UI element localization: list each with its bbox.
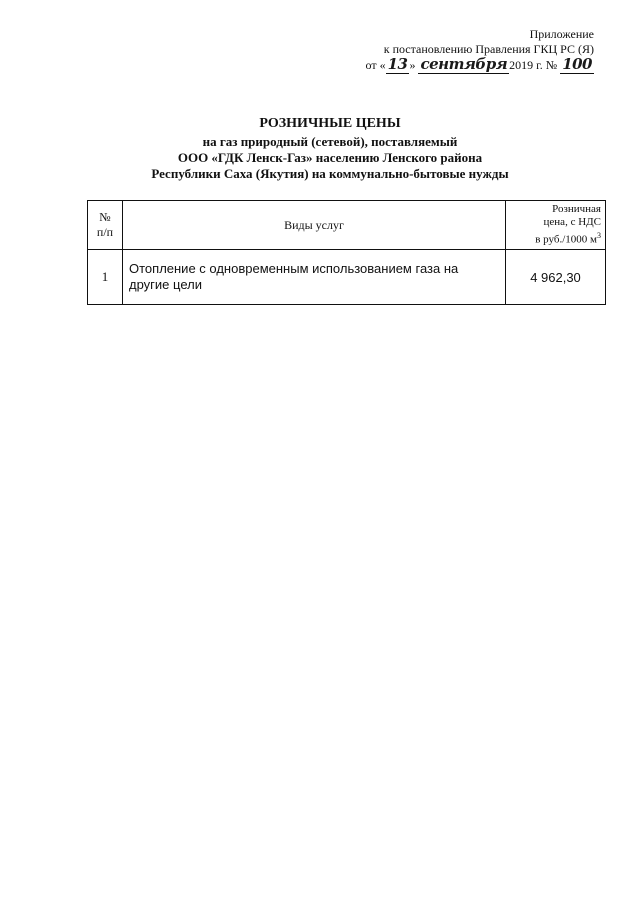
header-price-line1: Розничная [552,203,601,216]
appendix-label: Приложение [529,27,594,41]
date-prefix: от « [365,58,386,72]
table-row [88,250,606,305]
title-main: РОЗНИЧНЫЕ ЦЕНЫ [259,116,401,131]
header-number [88,201,123,250]
handwritten-month: сентября [420,55,508,73]
row-service: Отопление с одновременным использованием газа на другие цели [123,250,506,305]
header-price-unit: в руб./1000 м [535,233,597,246]
handwritten-day: 13 [387,55,408,73]
handwritten-number: 100 [562,55,592,73]
header-price-line3 [507,229,601,247]
appendix-date-line [366,57,595,73]
table-header-row [88,201,606,250]
header-price-line2: цена, с НДС [543,216,601,229]
row-number: 1 [88,250,123,305]
header-price [506,201,606,250]
price-table [87,200,606,305]
year-text: 2019 г. № [509,58,558,72]
title-line-3: ООО «ГДК Ленск-Газ» населению Ленского района [177,150,483,165]
document-title [60,116,600,182]
date-mid: » [409,58,416,72]
header-number-sign: № [99,210,111,224]
appendix-header [366,27,595,73]
header-number-pp: п/п [96,225,114,239]
row-price: 4 962,30 [506,250,606,305]
header-price-sup: 3 [597,231,601,241]
appendix-resolution: к постановлению Правления ГКЦ РС (Я) [383,42,594,56]
header-service: Виды услуг [123,201,506,250]
title-line-2: на газ природный (сетевой), поставляемый [202,134,458,149]
title-line-4: Республики Саха (Якутия) на коммунально-бытовые нужды [151,166,509,181]
